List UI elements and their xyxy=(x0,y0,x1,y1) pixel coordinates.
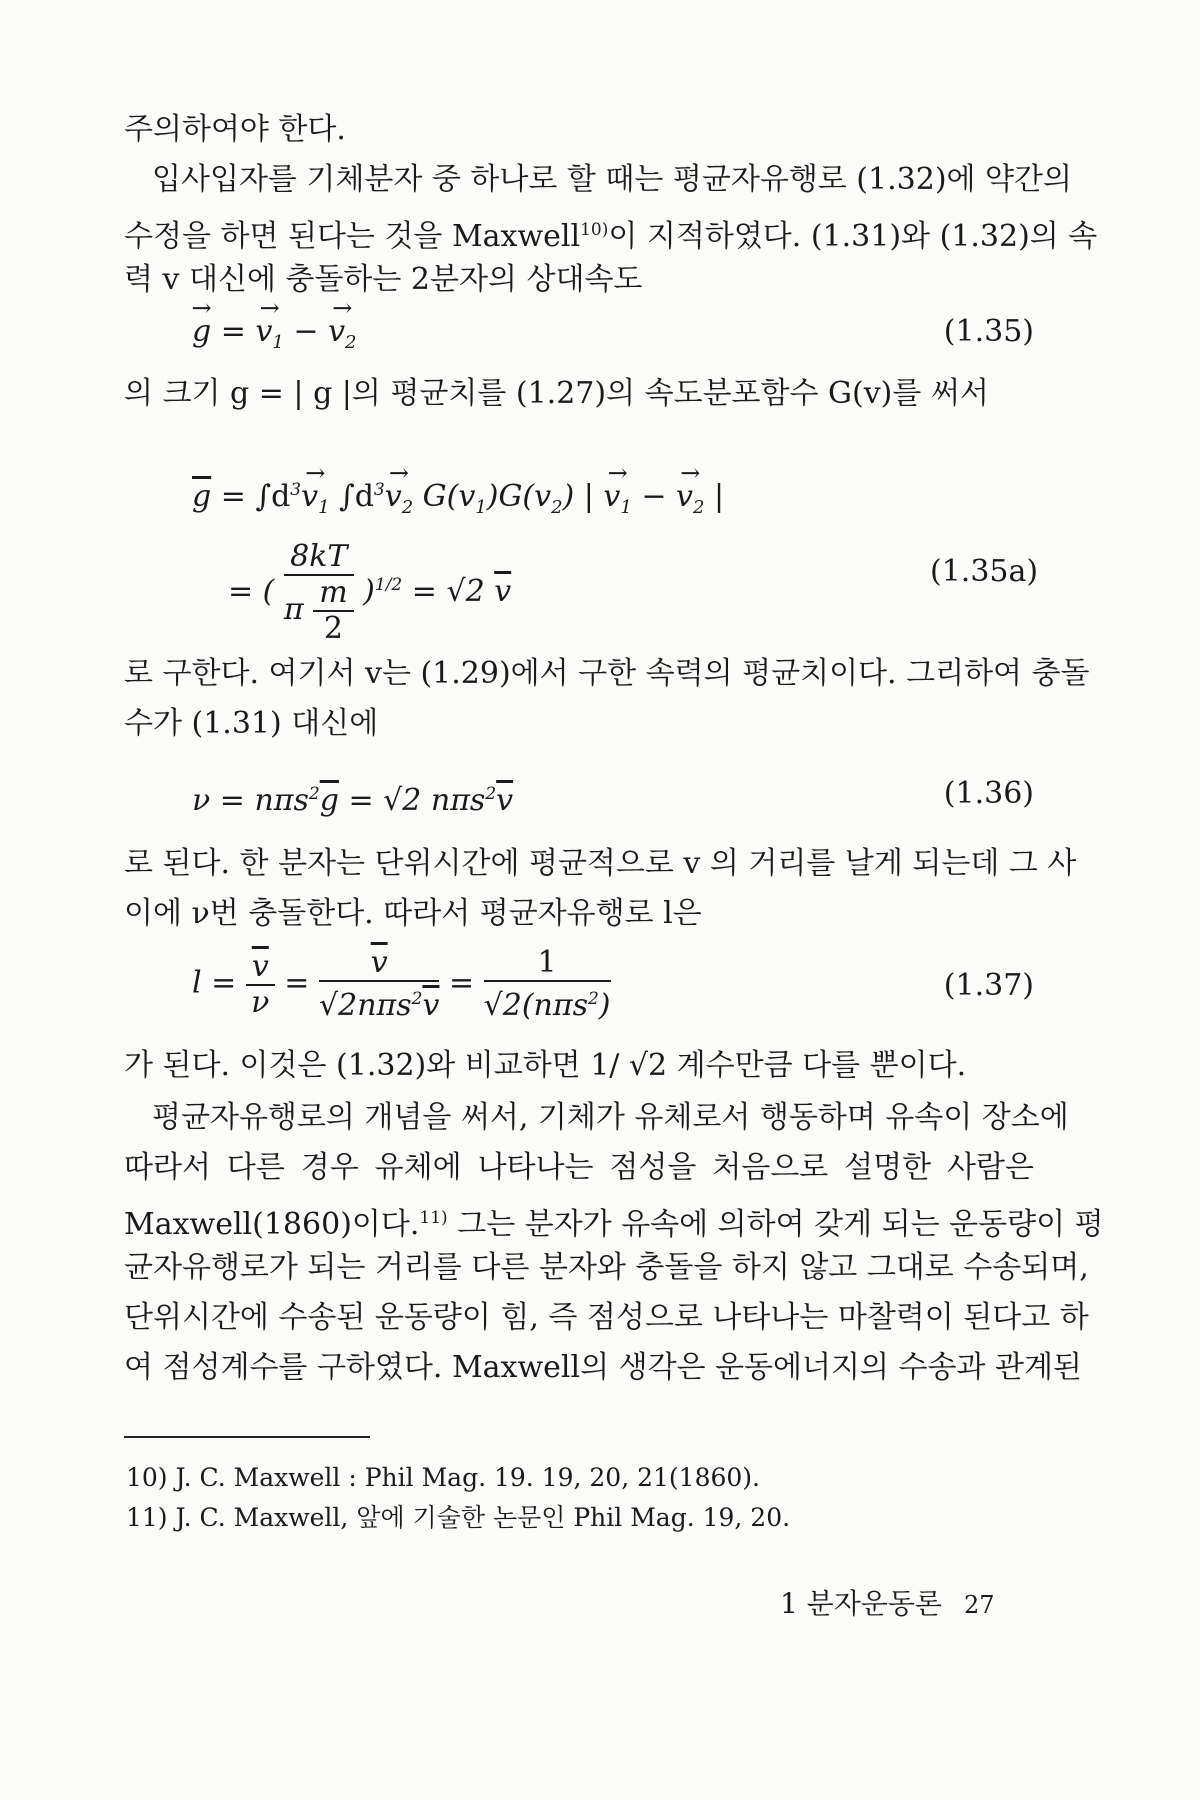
text-line-10: 가 된다. 이것은 (1.32)와 비교하면 1/ √2 계수만큼 다를 뿐이다. xyxy=(124,1048,967,1083)
text-line-5: 의 크기 g = | g |의 평균치를 (1.27)의 속도분포함수 G(v)를 써서 xyxy=(124,376,989,411)
text-line-3-a: 수정을 하면 된다는 것을 Maxwell xyxy=(124,219,581,254)
equation-1-35a-line-1: $\overline{g} = \int d^3\to v_1$ $\int d^3\to v_2$ $G(v_1)G(v_2)$ | → $v_1$ − → $v_2$ | xyxy=(192,470,724,528)
text-line-4: 력 v 대신에 충돌하는 2분자의 상대속도 xyxy=(124,262,643,297)
text-line-1: 주의하여야 한다. xyxy=(124,112,346,147)
text-line-13-a: Maxwell(1860)이다. xyxy=(124,1207,420,1242)
page-footer xyxy=(780,1586,995,1623)
equation-1-35: → g = → $v_1$ − → $v_2$ xyxy=(192,312,356,363)
text-line-16: 여 점성계수를 구하였다. Maxwell의 생각은 운동에너지의 수송과 관계된 xyxy=(124,1350,1082,1385)
equation-number-1-35a: (1.35a) xyxy=(930,554,1039,589)
equation-number-1-37: (1.37) xyxy=(943,968,1034,1003)
footnote-11: 11) J. C. Maxwell, 앞에 기술한 논문인 Phil Mag. 19, 20. xyxy=(126,1503,791,1532)
text-line-6: 로 구한다. 여기서 v는 (1.29)에서 구한 속력의 평균치이다. 그리하여 충돌 xyxy=(124,656,1090,691)
text-line-3-b: 이 지적하였다. (1.31)와 (1.32)의 속 xyxy=(608,219,1098,254)
text-line-8: 로 된다. 한 분자는 단위시간에 평균적으로 v 의 거리를 날게 되는데 그 사 xyxy=(124,846,1077,881)
chapter-title: 1 분자운동론 xyxy=(780,1587,942,1620)
text-line-2: 입사입자를 기체분자 중 하나로 할 때는 평균자유행로 (1.32)에 약간의 xyxy=(152,162,1072,197)
text-line-9: 이에 ν번 충돌한다. 따라서 평균자유행로 l은 xyxy=(124,896,702,931)
text-line-7: 수가 (1.31) 대신에 xyxy=(124,706,379,741)
equation-number-1-36: (1.36) xyxy=(943,776,1034,811)
text-line-3 xyxy=(124,210,1098,257)
text-line-12: 따라서 다른 경우 유체에 나타나는 점성을 처음으로 설명한 사람은 xyxy=(124,1150,1034,1185)
fraction-8kT: 8kT π $\frac{m}{2}$ xyxy=(284,540,354,646)
text-line-11: 평균자유행로의 개념을 써서, 기체가 유체로서 행동하며 유속이 장소에 xyxy=(152,1100,1069,1135)
equation-number-1-35: (1.35) xyxy=(943,314,1034,349)
text-line-15: 단위시간에 수송된 운동량이 힘, 즉 점성으로 나타나는 마찰력이 된다고 하 xyxy=(124,1300,1089,1335)
footnote-ref-11: 11) xyxy=(419,1208,448,1228)
page-number: 27 xyxy=(963,1591,995,1619)
footnote-10: 10) J. C. Maxwell : Phil Mag. 19. 19, 20, 21(1860). xyxy=(126,1463,760,1492)
equation-1-36: $\nu = n\pi s^2\overline{g} = √2$ $n\pi s^2\overline{v}$ xyxy=(192,783,514,818)
text-line-13 xyxy=(124,1198,1104,1245)
text-line-14: 균자유행로가 되는 거리를 다른 분자와 충돌을 하지 않고 그대로 수송되며, xyxy=(124,1250,1089,1285)
equation-1-37: l = $\frac{\overline{v}}{\nu}$ = $\frac{\overline{v}}{√2n\pi s^2\overline{v}}$ = $\frac{1}{√2(n\pi s^2)}$ xyxy=(192,945,611,1023)
footnote-ref-10: 10) xyxy=(580,220,609,240)
footnote-rule xyxy=(124,1436,370,1438)
equation-1-35a-line-2: = ( 8kT π $\frac{m}{2}$ )$^{1/2}$ = √2 $\overline{v}$ xyxy=(228,539,512,646)
text-line-13-b: 그는 분자가 유속에 의하여 갖게 되는 운동량이 평 xyxy=(447,1207,1104,1242)
